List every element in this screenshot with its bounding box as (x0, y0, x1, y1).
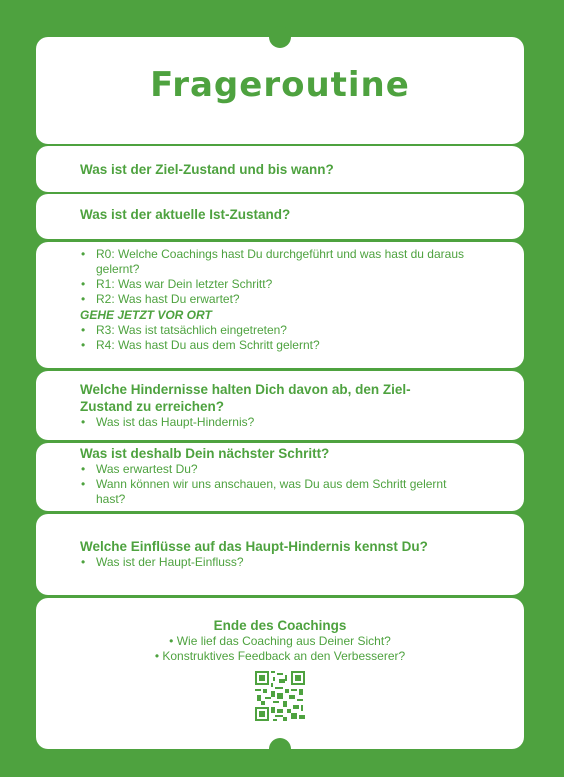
question-next-step: Was ist deshalb Dein nächster Schritt? (80, 446, 330, 461)
section-goal (36, 146, 524, 192)
top-notch (269, 26, 291, 48)
list-item: • Was ist das Haupt-Hindernis? (81, 415, 255, 429)
section-influences (36, 514, 524, 595)
section-end (36, 598, 524, 749)
qr-code-icon (255, 671, 305, 721)
list-item: • R4: Was hast Du aus dem Schritt gelernt? (81, 338, 320, 352)
list-item: • Wann können wir uns anschauen, was Du aus dem Schritt gelernt hast? (81, 477, 447, 506)
question-current-state: Was ist der aktuelle Ist-Zustand? (80, 207, 291, 222)
question-influences: Welche Einflüsse auf das Haupt-Hindernis kennst Du? (80, 539, 428, 554)
section-current (36, 194, 524, 239)
list-item: • Konstruktives Feedback an den Verbesserer? (154, 649, 406, 663)
end-heading: Ende des Coachings (213, 618, 347, 633)
section-next-step (36, 443, 524, 511)
title-card (36, 37, 524, 144)
section-reflection (36, 242, 524, 368)
go-on-site-note: GEHE JETZT VOR ORT (80, 308, 212, 322)
dashed-divider (36, 145, 524, 146)
list-item: • R0: Welche Coachings hast Du durchgeführt und was hast du daraus gelernt? (81, 247, 464, 276)
list-item: • R3: Was ist tatsächlich eingetreten? (81, 323, 287, 337)
page-title: Frageroutine (150, 65, 410, 105)
list-item: • Was erwartest Du? (81, 462, 198, 476)
dashed-divider (36, 240, 524, 241)
section-obstacles (36, 371, 524, 440)
bottom-notch (269, 738, 291, 760)
list-item: • R1: Was war Dein letzter Schritt? (81, 277, 273, 291)
list-item: • R2: Was hast Du erwartet? (81, 292, 240, 306)
dashed-divider (36, 512, 524, 513)
dashed-divider (36, 596, 524, 597)
question-obstacles: Welche Hindernisse halten Dich davon ab, den Ziel-Zustand zu erreichen? (80, 382, 411, 414)
dashed-divider (36, 369, 524, 370)
page-edge (564, 0, 568, 777)
dashed-divider (36, 193, 524, 194)
question-goal-state: Was ist der Ziel-Zustand und bis wann? (80, 162, 334, 177)
list-item: • Was ist der Haupt-Einfluss? (81, 555, 244, 569)
list-item: • Wie lief das Coaching aus Deiner Sicht? (169, 634, 391, 648)
dashed-divider (36, 441, 524, 442)
